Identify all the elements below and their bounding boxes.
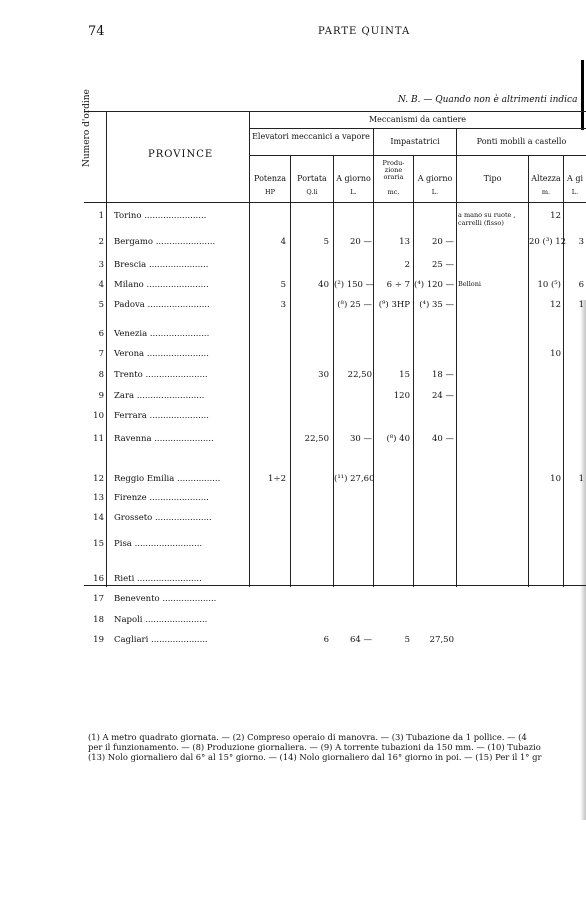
province-name: Rieti ........................ bbox=[114, 574, 202, 584]
group-header-elevatori: Elevatori meccanici a vapore bbox=[252, 132, 370, 141]
cell-g2: 24 — bbox=[431, 391, 454, 401]
sub-header-altezza: Altezza bbox=[531, 174, 561, 183]
cell-prod: (⁸) 40 bbox=[386, 434, 410, 444]
cell-port: 5 bbox=[323, 237, 329, 247]
unit-quintali: Q.li bbox=[306, 188, 318, 196]
note: N. B. — Quando non è altrimenti indica bbox=[398, 95, 578, 105]
row-number: 11 bbox=[93, 434, 104, 444]
province-name: Torino ....................... bbox=[114, 211, 207, 221]
cell-g1: (²) 150 — bbox=[334, 280, 375, 290]
cell-alt: 20 (³) 12 bbox=[529, 237, 567, 247]
row-number: 4 bbox=[98, 280, 104, 290]
cell-g3: 3 bbox=[578, 237, 584, 247]
col-ordine-header: Numero d'ordine bbox=[82, 89, 92, 167]
province-name: Milano ....................... bbox=[114, 280, 209, 290]
province-name: Napoli ....................... bbox=[114, 615, 208, 625]
sub-header-produzione: Produ- zione oraria bbox=[382, 159, 405, 181]
table-row bbox=[84, 370, 586, 384]
table-row bbox=[84, 539, 586, 553]
row-number: 10 bbox=[93, 411, 104, 421]
subgroup-rule bbox=[249, 155, 586, 156]
cell-alt: 10 bbox=[550, 349, 561, 359]
cell-prod: 6 ÷ 7 bbox=[386, 280, 410, 290]
unit-mc: mc. bbox=[387, 188, 400, 196]
cell-pot: 4 bbox=[280, 237, 286, 247]
row-number: 18 bbox=[93, 615, 104, 625]
table-row bbox=[84, 493, 586, 507]
province-name: Ferrara ...................... bbox=[114, 411, 209, 421]
table-row bbox=[84, 574, 586, 588]
footnote-line: per il funzionamento. — (8) Produzione giornaliera. — (9) A torrente tubazioni da 150 mm. — (10) Tubazio bbox=[88, 742, 541, 752]
table-row bbox=[84, 635, 586, 649]
sub-header-tipo: Tipo bbox=[483, 174, 502, 183]
cell-g2: 20 — bbox=[431, 237, 454, 247]
table-row bbox=[84, 260, 586, 274]
cell-g1: 20 — bbox=[349, 237, 372, 247]
row-number: 8 bbox=[98, 370, 104, 380]
row-number: 15 bbox=[93, 539, 104, 549]
cell-alt: 10 bbox=[550, 474, 561, 484]
row-number: 7 bbox=[98, 349, 104, 359]
row-number: 1 bbox=[98, 211, 104, 221]
province-name: Benevento .................... bbox=[114, 594, 217, 604]
row-number: 14 bbox=[93, 513, 104, 523]
cell-g2: 18 — bbox=[431, 370, 454, 380]
unit-hp: HP bbox=[264, 188, 276, 196]
unit-lire-1: L. bbox=[350, 188, 357, 196]
cell-g1: 30 — bbox=[349, 434, 372, 444]
cell-alt: 12 bbox=[550, 300, 561, 310]
province-name: Trento ....................... bbox=[114, 370, 208, 380]
cell-g2: 27,50 bbox=[429, 635, 454, 645]
cell-g3: 6 bbox=[578, 280, 584, 290]
table-row bbox=[84, 513, 586, 527]
cell-pot: 3 bbox=[280, 300, 286, 310]
page-title: PARTE QUINTA bbox=[318, 26, 411, 37]
cell-g1: (⁸) 25 — bbox=[337, 300, 372, 310]
row-number: 12 bbox=[93, 474, 104, 484]
sub-header-potenza: Potenza bbox=[254, 174, 286, 183]
province-name: Brescia ...................... bbox=[114, 260, 209, 270]
row-number: 3 bbox=[98, 260, 104, 270]
cell-prod: 15 bbox=[399, 370, 410, 380]
table-row bbox=[84, 349, 586, 363]
cell-prod: 2 bbox=[404, 260, 410, 270]
table-row bbox=[84, 300, 586, 314]
row-number: 5 bbox=[98, 300, 104, 310]
cell-pot: 5 bbox=[280, 280, 286, 290]
col-province-header: PROVINCE bbox=[148, 149, 214, 160]
cell-port: 6 bbox=[323, 635, 329, 645]
table-row bbox=[84, 474, 586, 488]
unit-lire-2: L. bbox=[431, 188, 439, 196]
cell-g1: (¹¹) 27,60 bbox=[334, 474, 375, 484]
province-name: Reggio Emilia ................ bbox=[114, 474, 221, 484]
cell-prod: 5 bbox=[404, 635, 410, 645]
cell-g2: (⁴) 120 — bbox=[414, 280, 455, 290]
group-header-ponti: Ponti mobili a castello bbox=[476, 137, 567, 146]
table-row bbox=[84, 434, 586, 448]
cell-port: 40 bbox=[318, 280, 329, 290]
cell-prod: 13 bbox=[399, 237, 410, 247]
row-number: 6 bbox=[98, 329, 104, 339]
footnotes bbox=[88, 732, 586, 762]
cell-g3: 1 bbox=[578, 300, 584, 310]
table-top-rule bbox=[84, 111, 586, 112]
cell-prod: (⁹) 3HP bbox=[378, 300, 410, 310]
province-name: Ravenna ...................... bbox=[114, 434, 214, 444]
group-rule bbox=[249, 128, 586, 129]
cell-g1: 22,50 bbox=[347, 370, 372, 380]
group-header-meccanismi: Meccanismi da cantiere bbox=[368, 115, 467, 124]
cell-port: 22,50 bbox=[304, 434, 329, 444]
province-name: Venezia ...................... bbox=[114, 329, 210, 339]
row-number: 13 bbox=[93, 493, 104, 503]
page-number: 74 bbox=[88, 24, 105, 39]
province-name: Grosseto ..................... bbox=[114, 513, 212, 523]
row-number: 16 bbox=[93, 574, 104, 584]
cell-g1: 64 — bbox=[349, 635, 372, 645]
table-row bbox=[84, 211, 586, 225]
province-name: Padova ....................... bbox=[114, 300, 210, 310]
group-header-impastatrici: Impastatrici bbox=[390, 137, 440, 146]
cell-prod: 120 bbox=[393, 391, 410, 401]
table-row bbox=[84, 594, 586, 608]
row-number: 2 bbox=[98, 237, 104, 247]
table-row bbox=[84, 615, 586, 629]
cell-alt: 10 (⁵) bbox=[537, 280, 561, 290]
cell-g2: 40 — bbox=[431, 434, 454, 444]
cell-pot: 1÷2 bbox=[268, 474, 286, 484]
footnote-line: (13) Nolo giornaliero dal 6° al 15° giorno. — (14) Nolo giornaliero dal 16° giorno in poi. — (15) Per il 1° gr bbox=[88, 752, 542, 762]
table-row bbox=[84, 411, 586, 425]
table-row bbox=[84, 329, 586, 343]
table-row bbox=[84, 237, 586, 251]
sub-header-agiorno-3: A gi bbox=[567, 174, 583, 183]
table-row bbox=[84, 280, 586, 294]
footnote-line: (1) A metro quadrato giornata. — (2) Compreso operaio di manovra. — (3) Tubazione da 1 pollice. — (4 bbox=[88, 732, 527, 742]
province-name: Verona ....................... bbox=[114, 349, 209, 359]
cell-tipo: Belloni bbox=[458, 280, 481, 288]
province-name: Bergamo ...................... bbox=[114, 237, 216, 247]
sub-header-agiorno-2: A giorno bbox=[417, 174, 453, 183]
table-row bbox=[84, 391, 586, 405]
cell-g3: 1 bbox=[578, 474, 584, 484]
province-name: Pisa ......................... bbox=[114, 539, 203, 549]
cell-port: 30 bbox=[318, 370, 329, 380]
cell-g2: (⁴) 35 — bbox=[419, 300, 454, 310]
row-number: 19 bbox=[93, 635, 104, 645]
sub-header-agiorno-1: A giorno bbox=[336, 174, 371, 183]
unit-lire-3: L. bbox=[571, 188, 579, 196]
cell-g2: 25 — bbox=[431, 260, 454, 270]
province-name: Firenze ...................... bbox=[114, 493, 209, 503]
header-bottom-rule bbox=[84, 202, 586, 203]
cell-alt: 12 bbox=[550, 211, 561, 221]
row-number: 17 bbox=[93, 594, 104, 604]
sub-header-portata: Portata bbox=[297, 174, 327, 183]
row-number: 9 bbox=[98, 391, 104, 401]
unit-m: m. bbox=[541, 188, 551, 196]
province-name: Cagliari ..................... bbox=[114, 635, 208, 645]
cell-tipo: a mano su ruote , carrelli (fisso) bbox=[458, 211, 516, 227]
province-name: Zara ......................... bbox=[114, 391, 205, 401]
